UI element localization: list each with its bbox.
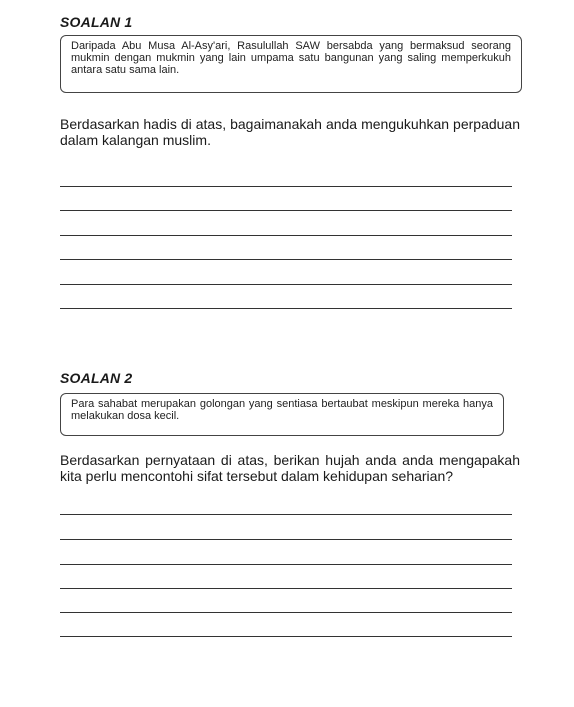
answer-line[interactable]: [60, 259, 512, 260]
answer-line[interactable]: [60, 210, 512, 211]
answer-line[interactable]: [60, 612, 512, 613]
answer-line[interactable]: [60, 235, 512, 236]
question-2-text: Berdasarkan pernyataan di atas, berikan hujah anda anda mengapakah kita perlu mencontohi sifat tersebut dalam kehidupan seharian?: [60, 452, 520, 484]
answer-line[interactable]: [60, 284, 512, 285]
answer-line[interactable]: [60, 539, 512, 540]
answer-line[interactable]: [60, 514, 512, 515]
question-2-heading: SOALAN 2: [60, 370, 133, 386]
question-2-quote-box: Para sahabat merupakan golongan yang sentiasa bertaubat meskipun mereka hanya melakukan dosa kecil.: [60, 393, 504, 436]
answer-line[interactable]: [60, 636, 512, 637]
answer-line[interactable]: [60, 564, 512, 565]
answer-line[interactable]: [60, 308, 512, 309]
question-1-heading: SOALAN 1: [60, 14, 133, 30]
answer-line[interactable]: [60, 186, 512, 187]
question-1-quote-box: Daripada Abu Musa Al-Asy'ari, Rasulullah SAW bersabda yang bermaksud seorang mukmin dengan mukmin yang lain umpama satu bangunan yang saling memperkukuh antara satu sama lain.: [60, 35, 522, 93]
answer-line[interactable]: [60, 588, 512, 589]
question-1-text: Berdasarkan hadis di atas, bagaimanakah anda mengukuhkan perpaduan dalam kalangan muslim.: [60, 116, 520, 148]
